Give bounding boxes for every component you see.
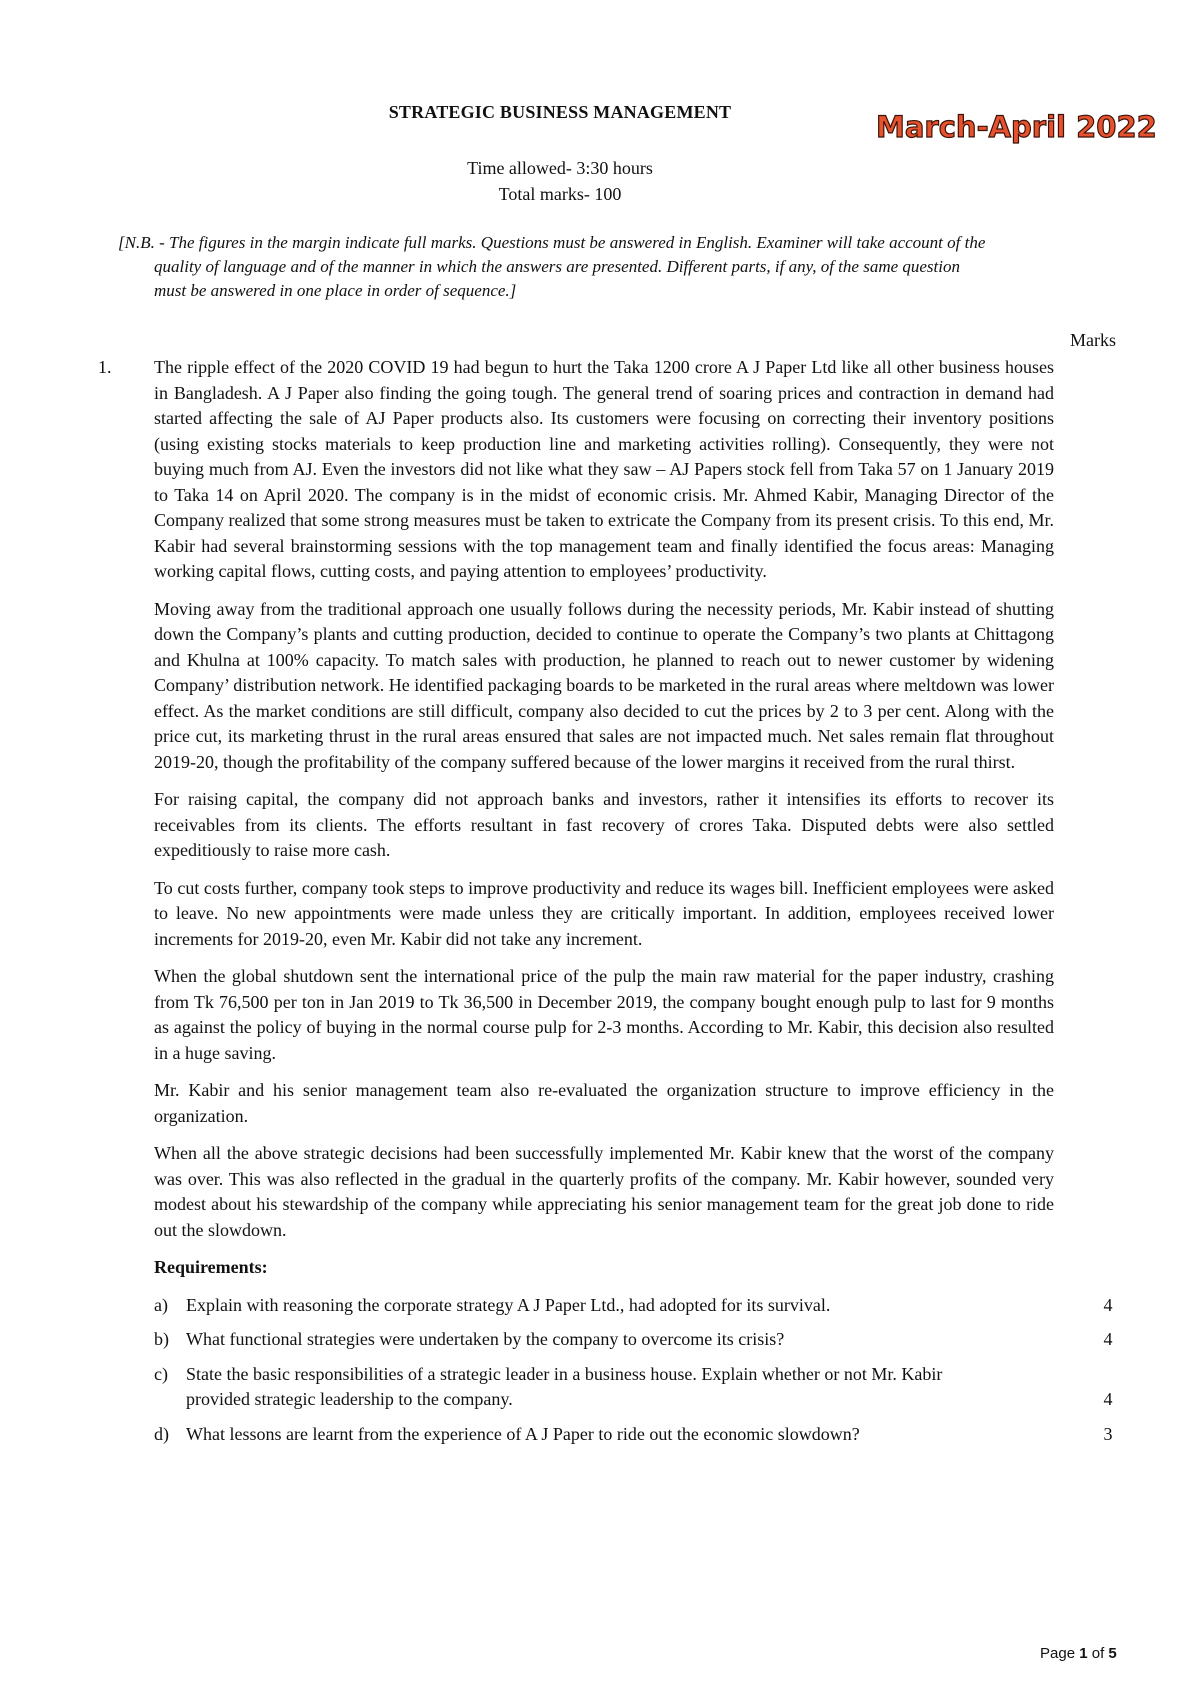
note-line-3: must be answered in one place in order of sequence.] (154, 281, 517, 300)
requirement-item (154, 1327, 1113, 1353)
case-paragraph: To cut costs further, company took steps to improve productivity and reduce its wages bill. Inefficient employees were asked to leave. No new appointments were made unless they are critically important. In addition, employees received lower increments for 2019-20, even Mr. Kabir did not take any increment. (154, 877, 1054, 949)
requirement-text: State the basic responsibilities of a strategic leader in a business house. Explain whether or not Mr. Kabir provided strategic leadership to the company. (186, 1363, 943, 1409)
requirements-heading: Requirements: (154, 1257, 268, 1277)
requirement-letter: a) (154, 1294, 168, 1315)
requirement-letter: b) (154, 1329, 169, 1349)
case-paragraph: Mr. Kabir and his senior management team also re-evaluated the organization structure to improve efficiency in the organization. (154, 1080, 1054, 1126)
requirement-letter: c) (154, 1363, 168, 1384)
current-page: 1 (1079, 1645, 1088, 1662)
time-allowed: Time allowed- 3:30 hours (467, 158, 653, 178)
total-marks: Total marks- 100 (498, 184, 622, 204)
requirement-marks: 4 (1103, 1329, 1113, 1349)
requirement-marks: 3 (1103, 1423, 1113, 1444)
marks-column-header: Marks (1070, 330, 1116, 350)
case-paragraph: When the global shutdown sent the international price of the pulp the main raw material for the paper industry, crashing from Tk 76,500 per ton in Jan 2019 to Tk 36,500 in December 2019, the company bought enough pulp to last for 9 months as against the policy of buying in the normal course pulp for 2-3 months. According to Mr. Kabir, this decision also resulted in a huge saving. (154, 966, 1054, 1063)
session-badge: March-April 2022 (876, 110, 1157, 144)
instructions-note (118, 231, 1128, 303)
page-word: Page (1040, 1645, 1076, 1662)
exam-meta (360, 155, 760, 207)
total-pages: 5 (1108, 1645, 1117, 1662)
case-paragraph: When all the above strategic decisions had been successfully implemented Mr. Kabir knew that the worst of the company was over. This was also reflected in the gradual in the quarterly profits of the company. Mr. Kabir however, sounded very modest about his stewardship of the company while appreciating his senior management team for the great job done to ride out the slowdown. (154, 1143, 1054, 1240)
requirement-text: Explain with reasoning the corporate strategy A J Paper Ltd., had adopted for its survival. (186, 1294, 831, 1315)
requirement-text: What lessons are learnt from the experience of A J Paper to ride out the economic slowdown? (186, 1423, 860, 1444)
question-number: 1. (98, 357, 112, 377)
page-indicator (1040, 1645, 1117, 1662)
requirement-text: What functional strategies were undertaken by the company to overcome its crisis? (186, 1329, 785, 1349)
of-word: of (1091, 1645, 1105, 1662)
note-line-1: [N.B. - The figures in the margin indicate full marks. Questions must be answered in English. Examiner will take account of the (118, 233, 986, 252)
case-paragraph: The ripple effect of the 2020 COVID 19 had begun to hurt the Taka 1200 crore A J Paper Ltd like all other business houses in Bangladesh. A J Paper also finding the going tough. The general trend of soaring prices and contraction in demand had started affecting the sale of AJ Paper products also. Its customers were focusing on correcting their inventory positions (using existing stocks materials to keep production line and marketing activities rolling). Consequently, they were not buying much from AJ. Even the investors did not like what they saw – AJ Papers stock fell from Taka 57 on 1 January 2019 to Taka 14 on April 2020. The company is in the midst of economic crisis. Mr. Ahmed Kabir, Managing Director of the Company realized that some strong measures must be taken to extricate the Company from its present crisis. To this end, Mr. Kabir had several brainstorming sessions with the top management team and finally identified the focus areas: Managing working capital flows, cutting costs, and paying attention to employees’ productivity. (154, 357, 1054, 581)
requirement-letter: d) (154, 1423, 169, 1444)
requirement-marks: 4 (1103, 1389, 1113, 1409)
requirement-item (154, 1362, 1113, 1413)
case-paragraph: For raising capital, the company did not approach banks and investors, rather it intensifies its efforts to recover its receivables from its clients. The efforts resultant in fast recovery of crores Taka. Disputed debts were also settled expeditiously to raise more cash. (154, 789, 1054, 860)
requirement-item (154, 1293, 1113, 1319)
exam-title: STRATEGIC BUSINESS MANAGEMENT (388, 102, 732, 122)
note-line-2: quality of language and of the manner in which the answers are presented. Different parts, if any, of the same question (154, 257, 960, 276)
requirement-item (154, 1422, 1113, 1448)
requirement-marks: 4 (1103, 1294, 1113, 1315)
question-body (154, 355, 1113, 1456)
case-paragraph: Moving away from the traditional approach one usually follows during the necessity periods, Mr. Kabir instead of shutting down the Company’s plants and cutting production, decided to continue to operate the Company’s two plants at Chittagong and Khulna at 100% capacity. To match sales with production, he planned to reach out to newer customer by widening Company’ distribution network. He identified packaging boards to be marketed in the rural areas where meltdown was lower effect. As the market conditions are still difficult, company also decided to cut the prices by 2 to 3 per cent. Along with the price cut, its marketing thrust in the rural areas ensured that sales are not impacted much. Net sales remain flat throughout 2019-20, though the profitability of the company suffered because of the lower margins it received from the rural thirst. (154, 598, 1054, 772)
